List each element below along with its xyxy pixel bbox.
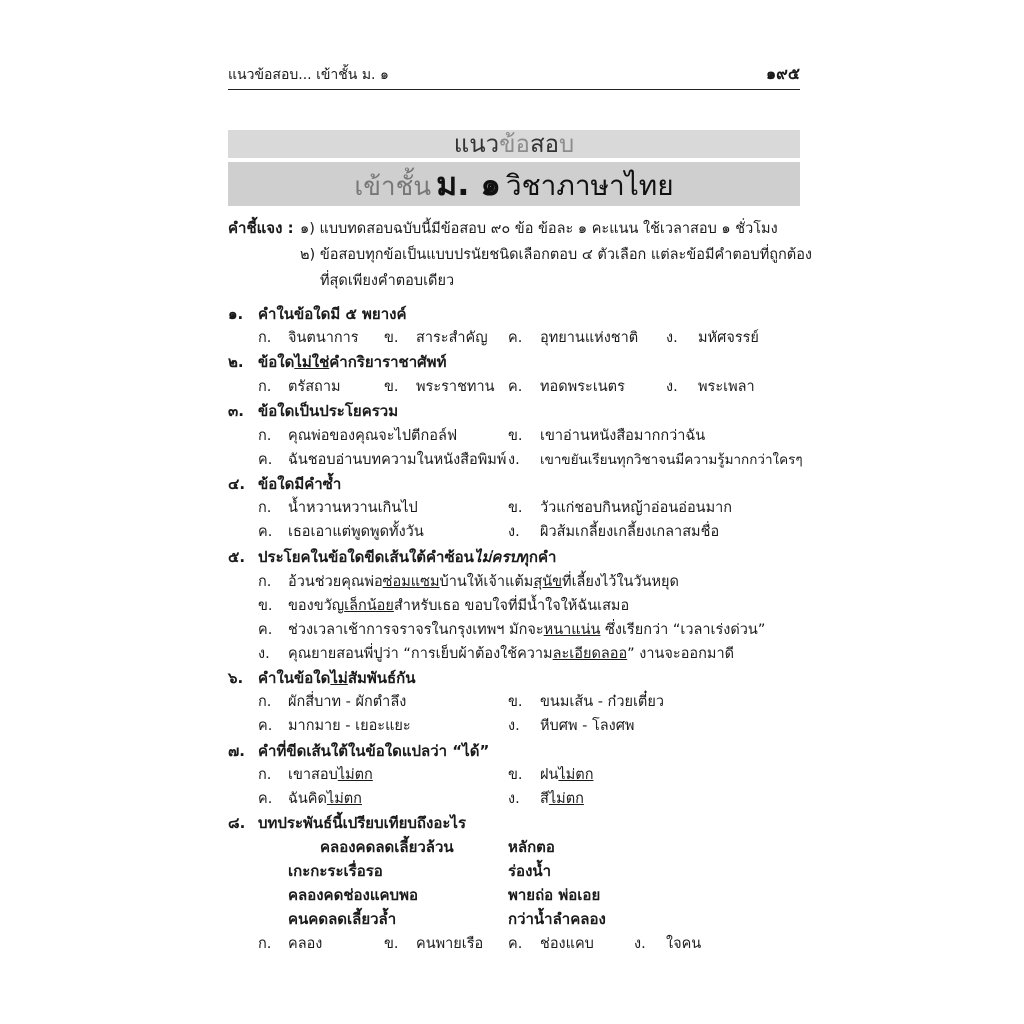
instructions-label: คำชี้แจง : bbox=[228, 219, 294, 237]
choice-text-part: ของขวัญ bbox=[288, 598, 345, 614]
choice-text bbox=[540, 787, 584, 810]
choice-label: ค. bbox=[508, 936, 523, 952]
choice-text-underlined: ซ่อมแซม bbox=[382, 574, 440, 590]
choice-text-underlined: เล็กน้อย bbox=[344, 598, 394, 614]
question-text bbox=[258, 666, 416, 690]
title-banner-top bbox=[228, 130, 800, 158]
choice-label: ค. bbox=[508, 379, 523, 395]
choice-text: เธอเอาแต่พูดพูดทั้งวัน bbox=[288, 524, 424, 540]
choice-label: ก. bbox=[258, 694, 272, 710]
choice-text: มหัศจรรย์ bbox=[698, 330, 759, 346]
question-text-part: คำในข้อใด bbox=[258, 669, 331, 687]
choice-text-part: คุณยายสอน bbox=[288, 646, 364, 662]
choice-text: สาระสำคัญ bbox=[416, 330, 488, 346]
poem-line: คนคดลดเลี้ยวล้ำ bbox=[288, 910, 397, 928]
choice-text-underlined: ไม่ตก bbox=[337, 767, 373, 783]
choice-label: ง. bbox=[666, 330, 678, 346]
question-text bbox=[258, 350, 446, 374]
choice-text-part: พี่ปู bbox=[363, 646, 383, 662]
choice-text bbox=[288, 594, 629, 617]
choice-label: ก. bbox=[258, 330, 272, 346]
choice-text-part: อ้วนช่วยคุณพ่อ bbox=[288, 574, 383, 590]
choice-text-part: สำหรับเธอ ขอบใจที่มีน้ำใจให้ฉันเสมอ bbox=[393, 598, 630, 614]
choice-label: ค. bbox=[258, 622, 273, 638]
choice-label: ข. bbox=[508, 428, 523, 444]
choice-text: ขนมเส้น - ก๋วยเตี๋ยว bbox=[540, 694, 664, 710]
question-number: ๒. bbox=[228, 353, 244, 371]
title-banner-bottom bbox=[228, 162, 800, 206]
question-number: ๗. bbox=[228, 742, 245, 760]
choice-text-part: ฝน bbox=[540, 767, 559, 783]
poem-line: ร่องน้ำ bbox=[508, 862, 552, 880]
choice-text-part: ซึ่งเรียกว่า “เวลาเร่งด่วน” bbox=[600, 622, 766, 638]
question-text-underlined: ไม่ใช่ bbox=[294, 353, 330, 371]
choice-text: หีบศพ - โลงศพ bbox=[540, 718, 635, 734]
choice-label: ข. bbox=[508, 767, 523, 783]
question-text-part: สัมพันธ์กัน bbox=[347, 669, 416, 687]
title-part: สอ bbox=[529, 130, 559, 158]
choice-label: ค. bbox=[258, 791, 273, 807]
choice-text: ทอดพระเนตร bbox=[540, 379, 625, 395]
poem-line: กว่าน้ำลำคลอง bbox=[508, 910, 606, 928]
choice-text: จินตนาการ bbox=[288, 330, 359, 346]
choice-text: ฉันชอบอ่านบทความในหนังสือพิมพ์ bbox=[288, 452, 507, 468]
choice-text: อุทยานแห่งชาติ bbox=[540, 330, 639, 346]
question-text: คำในข้อใดมี ๕ พยางค์ bbox=[258, 305, 407, 323]
choice-text-part: ” งานจะออกมาดี bbox=[627, 646, 735, 662]
choice-label: ข. bbox=[384, 936, 399, 952]
choice-text-underlined: ละเอียดลออ bbox=[552, 646, 628, 662]
page-number: ๑๙๕ bbox=[766, 64, 800, 83]
choice-text: คนพายเรือ bbox=[416, 936, 484, 952]
choice-label: ค. bbox=[258, 452, 273, 468]
question-text-part: คำกริยาราชาศัพท์ bbox=[329, 353, 447, 371]
question-number: ๔. bbox=[228, 475, 246, 493]
choice-text-part: สี bbox=[540, 791, 549, 807]
title-grade: ม. ๑ bbox=[436, 165, 501, 203]
question-text-part: ทุกคำ bbox=[518, 548, 557, 566]
choice-text-part: ช่วงเวลาเช้าการจราจรในกรุงเทพฯ มักจะ bbox=[288, 622, 544, 638]
question-number: ๖. bbox=[228, 669, 244, 687]
choice-text-underlined: ไม่ตก bbox=[558, 767, 594, 783]
choice-text bbox=[288, 570, 679, 593]
question-text-emphasis: ไม่ครบ bbox=[473, 548, 519, 566]
choice-text: ใจคน bbox=[666, 936, 702, 952]
question-text: บทประพันธ์นี้เปรียบเทียบถึงอะไร bbox=[258, 814, 467, 832]
choice-text: วัวแก่ชอบกินหญ้าอ่อนอ่อนมาก bbox=[540, 500, 733, 516]
poem-line: เกะกะระเรื่อรอ bbox=[288, 862, 383, 880]
choice-text: ผิวส้มเกลี้ยงเกลี้ยงเกลาสมชื่อ bbox=[540, 524, 720, 540]
choice-text-underlined: หนาแน่น bbox=[543, 622, 601, 638]
poem-line: พายถ่อ พ่อเอย bbox=[508, 886, 601, 904]
instruction-line: ๑) แบบทดสอบฉบับนี้มีข้อสอบ ๙๐ ข้อ ข้อละ ๑ คะแนน ใช้เวลาสอบ ๑ ชั่วโมง bbox=[300, 221, 778, 237]
title-part: แนว bbox=[453, 130, 500, 158]
choice-label: ง. bbox=[508, 718, 520, 734]
title-part: ข้อ bbox=[499, 130, 530, 158]
instruction-line: ๒) ข้อสอบทุกข้อเป็นแบบปรนัยชนิดเลือกตอบ ๔ ตัวเลือก แต่ละข้อมีคำตอบที่ถูกต้อง bbox=[300, 247, 813, 263]
choice-text: คุณพ่อของคุณจะไปตีกอล์ฟ bbox=[288, 428, 458, 444]
poem-line: คลองคดช่องแคบพอ bbox=[288, 886, 418, 904]
choice-text: ตรัสถาม bbox=[288, 379, 341, 395]
instruction-line: ที่สุดเพียงคำตอบเดียว bbox=[320, 273, 455, 289]
choice-text bbox=[288, 763, 373, 786]
choice-label: ง. bbox=[508, 524, 520, 540]
choice-text: ช่องแคบ bbox=[540, 936, 594, 952]
choice-label: ข. bbox=[508, 694, 523, 710]
question-text: ข้อใดมีคำซ้ำ bbox=[258, 475, 342, 493]
choice-text bbox=[288, 642, 734, 665]
choice-label: ค. bbox=[258, 524, 273, 540]
poem-line: หลักตอ bbox=[508, 838, 555, 856]
question-number: ๘. bbox=[228, 814, 246, 832]
choice-label: ง. bbox=[666, 379, 678, 395]
title-subject: วิชาภาษาไทย bbox=[505, 169, 674, 202]
choice-label: ง. bbox=[634, 936, 646, 952]
title-prefix: เข้าชั้น bbox=[354, 172, 432, 202]
choice-label: ก. bbox=[258, 574, 272, 590]
choice-label: ก. bbox=[258, 379, 272, 395]
question-text-part: ข้อใด bbox=[258, 353, 295, 371]
choice-label: ก. bbox=[258, 936, 272, 952]
choice-text-part: ที่เลี้ยงไว้ในวันหยุด bbox=[562, 574, 679, 590]
choice-text-underlined: ไม่ตก bbox=[326, 791, 362, 807]
choice-text-part: ว่า “การเย็บผ้าต้องใช้ความ bbox=[382, 646, 553, 662]
choice-text: คลอง bbox=[288, 936, 323, 952]
question-number: ๑. bbox=[228, 305, 244, 323]
choice-text bbox=[540, 763, 593, 786]
choice-text-part: ฉันคิด bbox=[288, 791, 327, 807]
choice-text: เขาอ่านหนังสือมากกว่าฉัน bbox=[540, 428, 706, 444]
question-number: ๓. bbox=[228, 402, 244, 420]
choice-label: ง. bbox=[508, 791, 520, 807]
choice-label: ก. bbox=[258, 767, 272, 783]
choice-label: ข. bbox=[384, 330, 399, 346]
question-text-part: ประโยคในข้อใดขีดเส้นใต้คำซ้อน bbox=[258, 548, 474, 566]
choice-text: ผักสี่บาท - ผักตำลึง bbox=[288, 694, 407, 710]
question-text: ข้อใดเป็นประโยครวม bbox=[258, 402, 399, 420]
question-text bbox=[258, 545, 556, 569]
question-text: คำที่ขีดเส้นใต้ในข้อใดแปลว่า “ได้” bbox=[258, 742, 490, 760]
header-rule bbox=[228, 89, 800, 90]
poem-line: คลองคดลดเลี้ยวล้วน bbox=[320, 838, 454, 856]
choice-text bbox=[288, 787, 362, 810]
choice-text: มากมาย - เยอะแยะ bbox=[288, 718, 411, 734]
choice-label: ก. bbox=[258, 428, 272, 444]
choice-text: พระราชทาน bbox=[416, 379, 495, 395]
choice-text: เขาขยันเรียนทุกวิชาจนมีความรู้มากกว่าใครๆ bbox=[540, 452, 803, 468]
choice-text-underlined: ไม่ตก bbox=[548, 791, 584, 807]
title-part: บ bbox=[559, 130, 575, 158]
choice-label: ข. bbox=[384, 379, 399, 395]
choice-text bbox=[288, 618, 765, 641]
choice-label: ข. bbox=[508, 500, 523, 516]
choice-text-underlined: สุนัข bbox=[533, 574, 563, 590]
choice-label: ก. bbox=[258, 500, 272, 516]
choice-label: ข. bbox=[258, 598, 273, 614]
choice-text: น้ำหวานหวานเกินไป bbox=[288, 500, 418, 516]
choice-text-part: เขาสอบ bbox=[288, 767, 338, 783]
choice-text-part: บ้านให้เจ้าแต้ม bbox=[439, 574, 534, 590]
choice-text: พระเพลา bbox=[698, 379, 755, 395]
choice-label: ง. bbox=[508, 452, 520, 468]
choice-label: ง. bbox=[258, 646, 270, 662]
choice-label: ค. bbox=[258, 718, 273, 734]
question-number: ๕. bbox=[228, 548, 246, 566]
question-text-underlined: ไม่ bbox=[330, 669, 348, 687]
running-header: แนวข้อสอบ... เข้าชั้น ม. ๑ bbox=[228, 67, 389, 83]
choice-label: ค. bbox=[508, 330, 523, 346]
